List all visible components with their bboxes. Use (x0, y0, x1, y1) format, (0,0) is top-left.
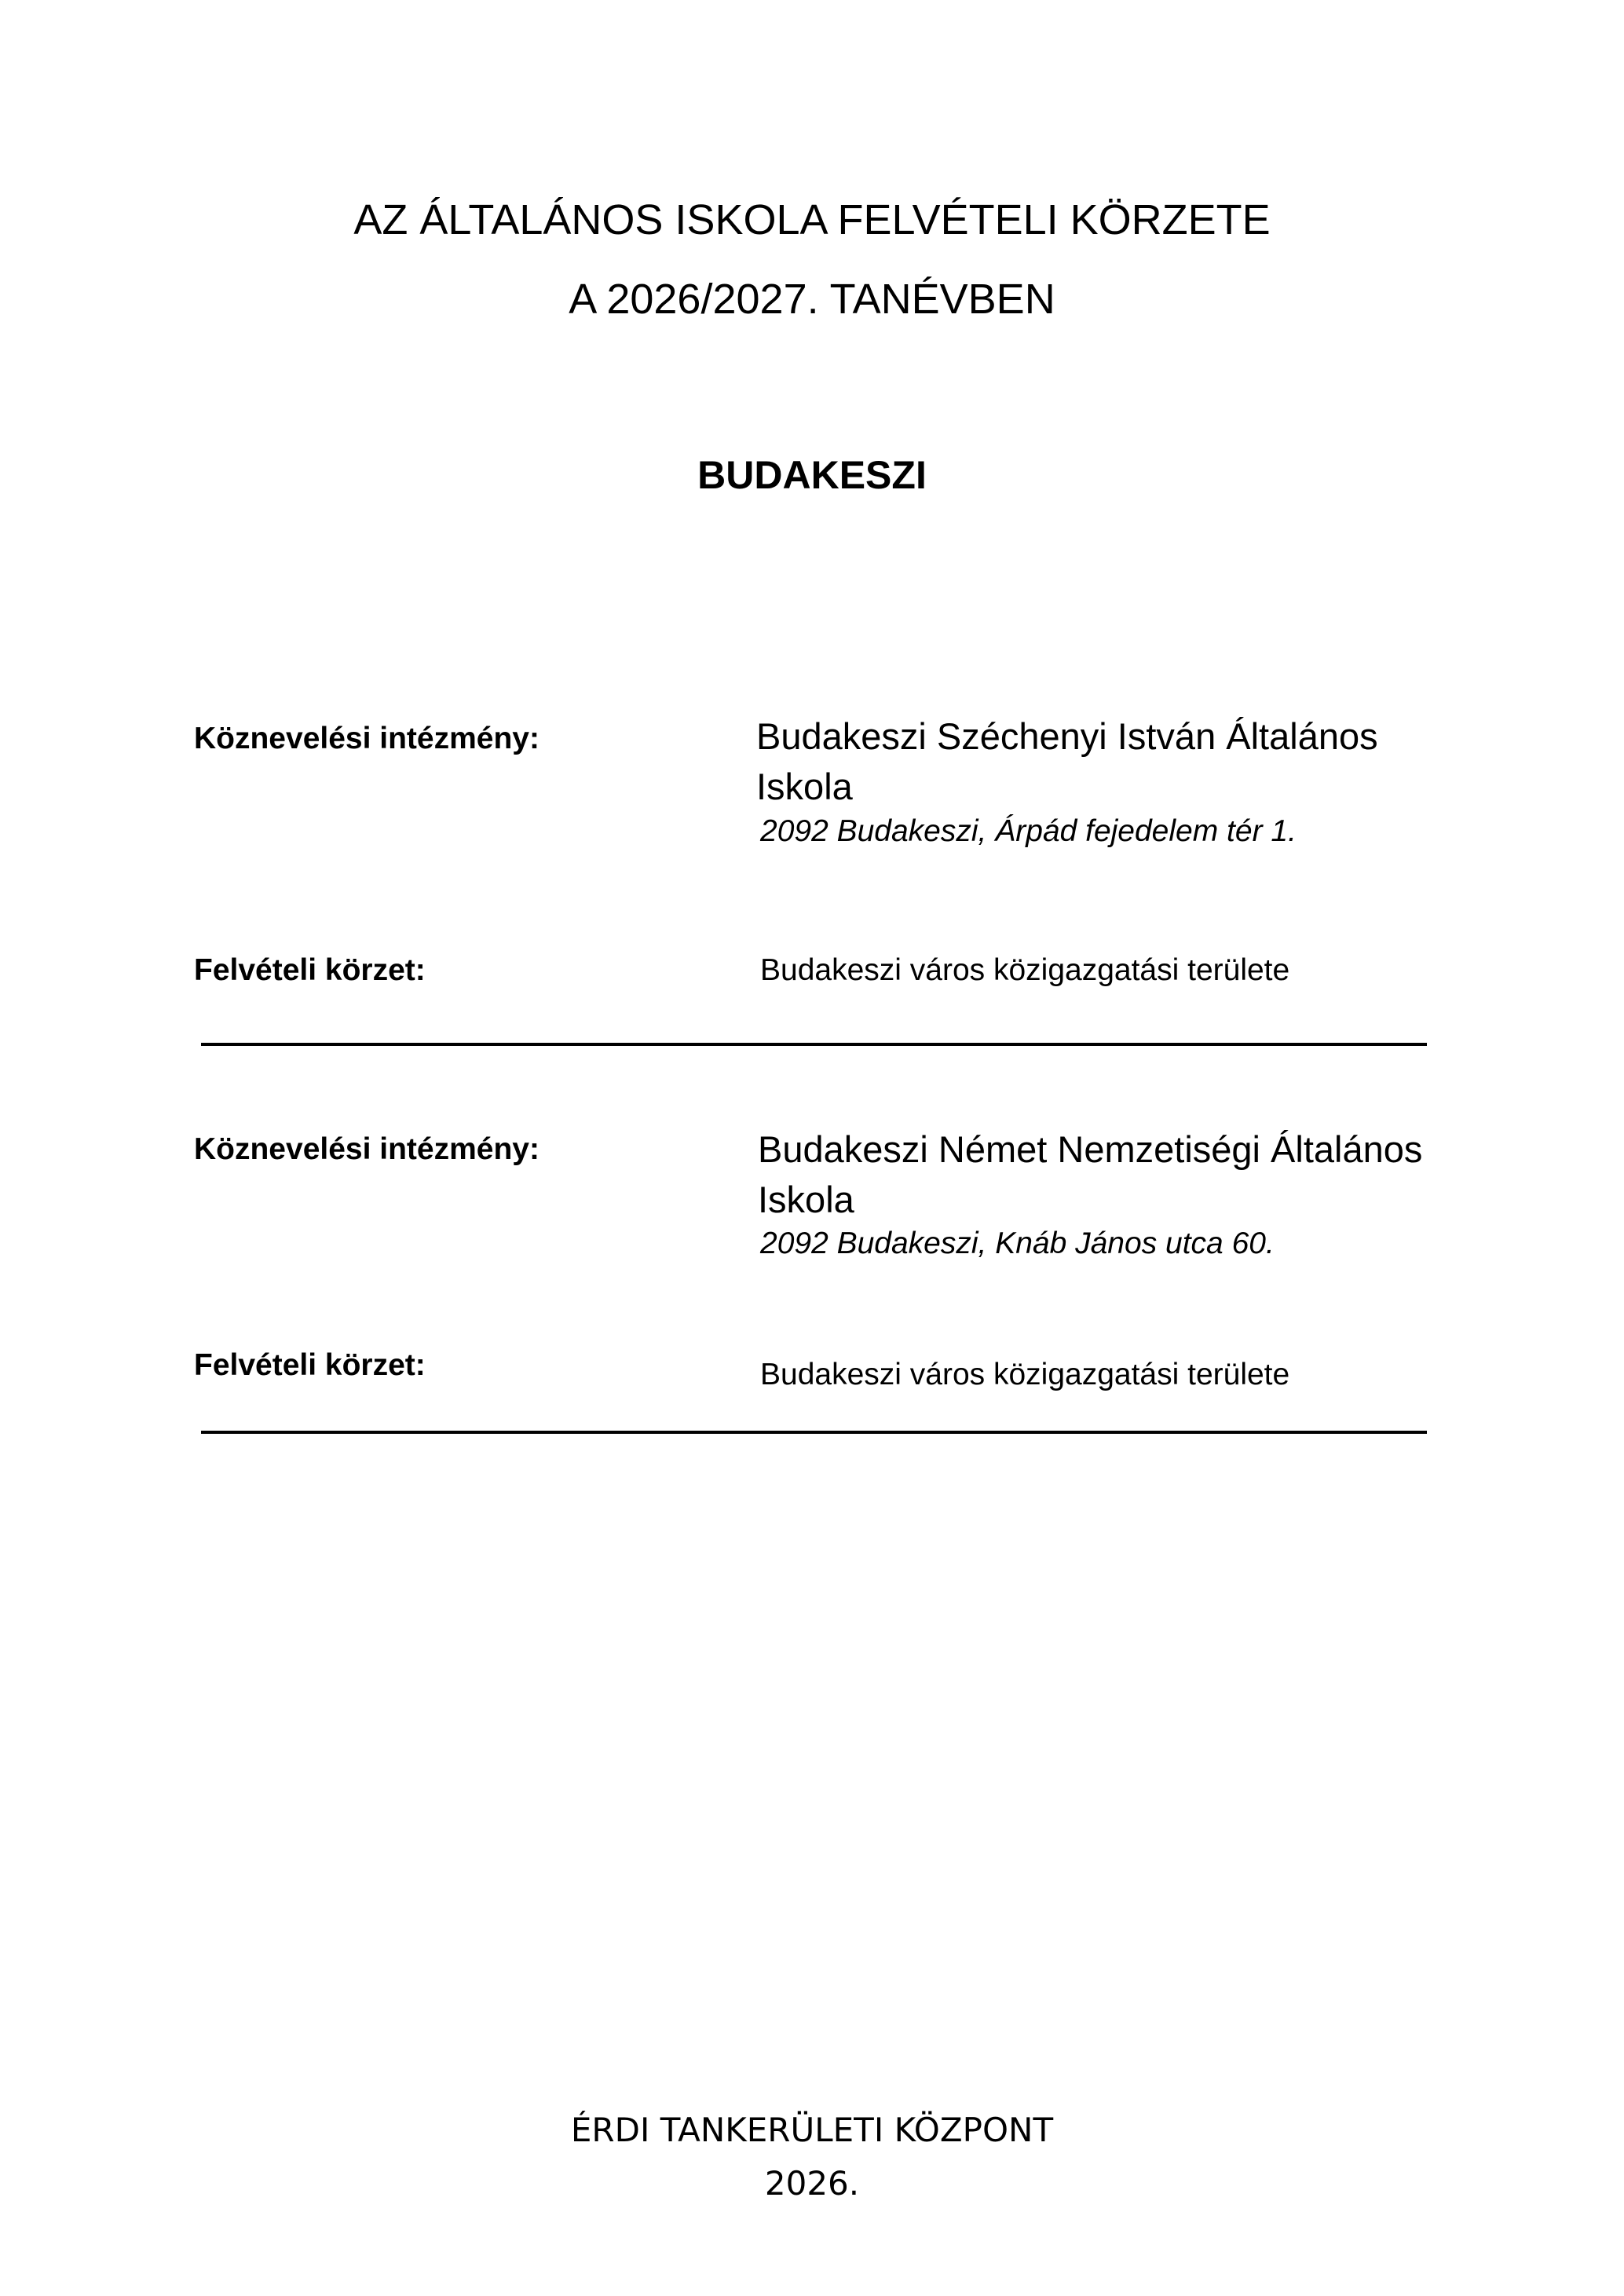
institution-address-1: 2092 Budakeszi, Árpád fejedelem tér 1. (760, 814, 1297, 848)
district-value-2: Budakeszi város közigazgatási területe (760, 1358, 1290, 1391)
district-label-1: Felvételi körzet: (194, 953, 426, 987)
district-value-1: Budakeszi város közigazgatási területe (760, 953, 1290, 987)
institution-label-2: Köznevelési intézmény: (194, 1132, 540, 1166)
footer-year: 2026. (764, 2164, 860, 2203)
institution-address-2: 2092 Budakeszi, Knáb János utca 60. (760, 1227, 1275, 1260)
footer-organization: ÉRDI TANKERÜLETI KÖZPONT (570, 2111, 1054, 2149)
institution-label-1: Köznevelési intézmény: (194, 722, 540, 755)
section-divider-2 (201, 1431, 1427, 1434)
institution-name-2: Budakeszi Német Nemzetiségi Általános Iskola (758, 1128, 1423, 1220)
document-title-line-1: AZ ÁLTALÁNOS ISKOLA FELVÉTELI KÖRZETE (353, 196, 1271, 243)
section-divider-1 (201, 1043, 1427, 1046)
city-heading: BUDAKESZI (697, 453, 927, 497)
document-title-line-2: A 2026/2027. TANÉVBEN (569, 276, 1055, 323)
district-label-2: Felvételi körzet: (194, 1348, 426, 1382)
institution-name-1: Budakeszi Széchenyi István Általános Iskola (756, 715, 1378, 807)
